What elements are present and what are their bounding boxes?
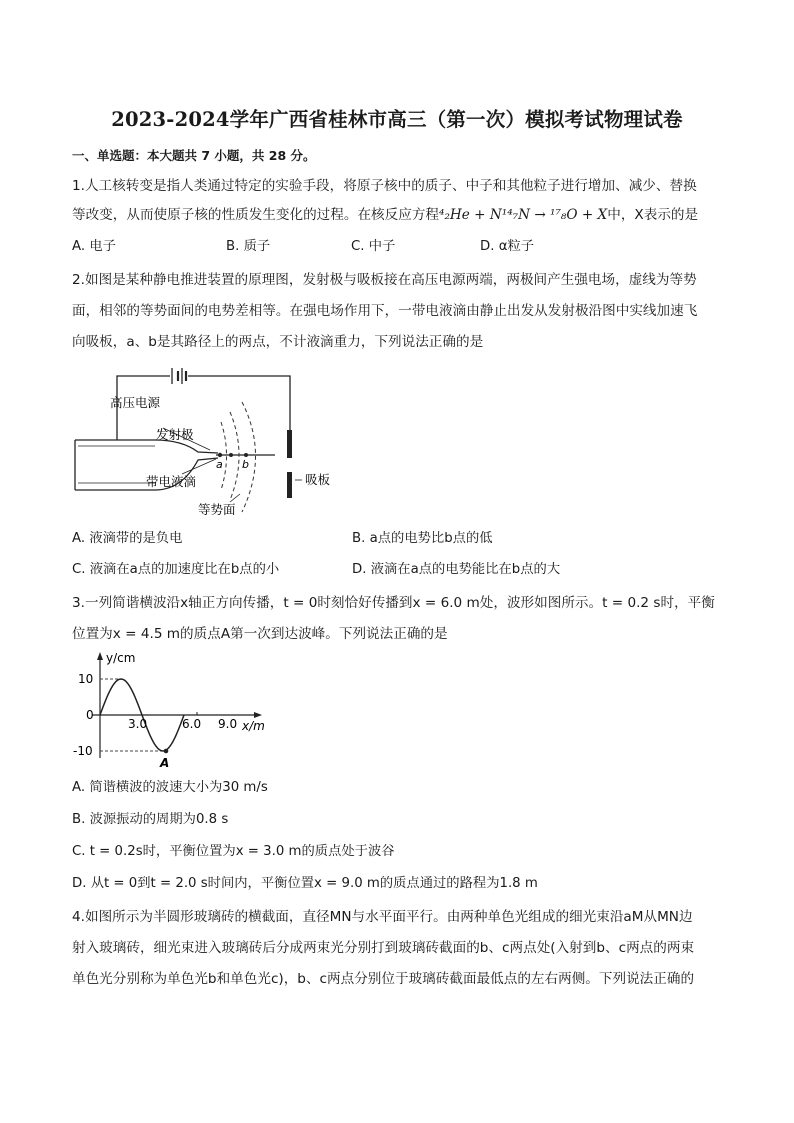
y-tick-10: 10 bbox=[78, 672, 94, 686]
q1-option-a: A. 电子 bbox=[72, 239, 116, 254]
q2-option-d: D. 液滴在a点的电势能比在b点的大 bbox=[352, 562, 561, 577]
q1-text-line-2b: 中，X表示的是 bbox=[607, 207, 699, 223]
q1-text-line-1: 1.人工核转变是指人类通过特定的实验手段，将原子核中的质子、中子和其他粒子进行增加、减少、替换 bbox=[72, 178, 697, 194]
q1-option-c: C. 中子 bbox=[351, 239, 396, 254]
q4-text-line-1: 4.如图所示为半圆形玻璃砖的横截面，直径MN与水平面平行。由两种单色光组成的细光束沿aM从MN边 bbox=[72, 909, 693, 925]
x-tick-6: 6.0 bbox=[182, 717, 202, 731]
q4-text-line-2: 射入玻璃砖，细光束进入玻璃砖后分成两束光分别打到玻璃砖截面的b、c两点处(入射到b、c两点的两束 bbox=[72, 940, 695, 956]
point-a-marker bbox=[164, 749, 169, 754]
q3-text-line-1: 3.一列简谐横波沿x轴正方向传播，t = 0时刻恰好传播到x = 6.0 m处，波形如图所示。t = 0.2 s时，平衡 bbox=[72, 595, 715, 611]
q2-text-line-3: 向吸板，a、b是其路径上的两点，不计液滴重力，下列说法正确的是 bbox=[72, 334, 484, 350]
q3-option-c: C. t = 0.2s时，平衡位置为x = 3.0 m的质点处于波谷 bbox=[72, 844, 395, 859]
label-charged-droplet: 带电液滴 bbox=[146, 474, 197, 489]
q2-text-line-2: 面，相邻的等势面间的电势差相等。在强电场作用下，一带电液滴由静止出发从发射极沿图中实线加速飞 bbox=[72, 303, 698, 319]
label-emitter: 发射极 bbox=[156, 427, 194, 442]
q3-option-d: D. 从t = 0到t = 2.0 s时间内，平衡位置x = 9.0 m的质点通过的路程为1.8 m bbox=[72, 876, 538, 891]
q1-nuclear-equation: ⁴₂He + N¹⁴₇N → ¹⁷₈O + X bbox=[439, 207, 608, 223]
q1-text-line-2 bbox=[72, 205, 698, 225]
y-tick-neg10: -10 bbox=[73, 744, 93, 758]
x-tick-3: 3.0 bbox=[128, 717, 148, 731]
q1-option-d: D. α粒子 bbox=[480, 239, 535, 254]
x-tick-9: 9.0 bbox=[218, 717, 238, 731]
label-point-a: a bbox=[216, 458, 223, 471]
label-power-supply: 高压电源 bbox=[110, 395, 161, 410]
label-point-b: b bbox=[242, 458, 249, 471]
q2-text-line-1: 2.如图是某种静电推进装置的原理图，发射极与吸板接在高压电源两端，两极间产生强电场，虚线为等势 bbox=[72, 272, 697, 288]
q2-option-c: C. 液滴在a点的加速度比在b点的小 bbox=[72, 562, 280, 577]
y-tick-0: 0 bbox=[86, 708, 94, 722]
page-title: 2023-2024学年广西省桂林市高三（第一次）模拟考试物理试卷 bbox=[111, 108, 683, 131]
q3-option-a: A. 简谐横波的波速大小为30 m/s bbox=[72, 780, 268, 795]
electrostatic-thruster-figure bbox=[70, 362, 370, 522]
section-heading: 一、单选题：本大题共 7 小题，共 28 分。 bbox=[72, 148, 316, 163]
wave-graph bbox=[72, 648, 282, 768]
q2-option-a: A. 液滴带的是负电 bbox=[72, 531, 183, 546]
label-equipotential: 等势面 bbox=[198, 502, 236, 517]
x-axis-label: x/m bbox=[242, 719, 265, 733]
q1-option-b: B. 质子 bbox=[226, 239, 271, 254]
q3-text-line-2: 位置为x = 4.5 m的质点A第一次到达波峰。下列说法正确的是 bbox=[72, 626, 448, 642]
q3-option-b: B. 波源振动的周期为0.8 s bbox=[72, 812, 229, 827]
label-absorber-plate: 吸板 bbox=[305, 472, 331, 487]
point-a-label: A bbox=[160, 756, 170, 768]
q2-option-b: B. a点的电势比b点的低 bbox=[352, 531, 493, 546]
q1-text-line-2a: 等改变，从而使原子核的性质发生变化的过程。在核反应方程 bbox=[72, 207, 440, 223]
y-axis-label: y/cm bbox=[106, 651, 136, 665]
q4-text-line-3: 单色光分别称为单色光b和单色光c)，b、c两点分别位于玻璃砖截面最低点的左右两侧。下列说法正确的 bbox=[72, 971, 695, 987]
